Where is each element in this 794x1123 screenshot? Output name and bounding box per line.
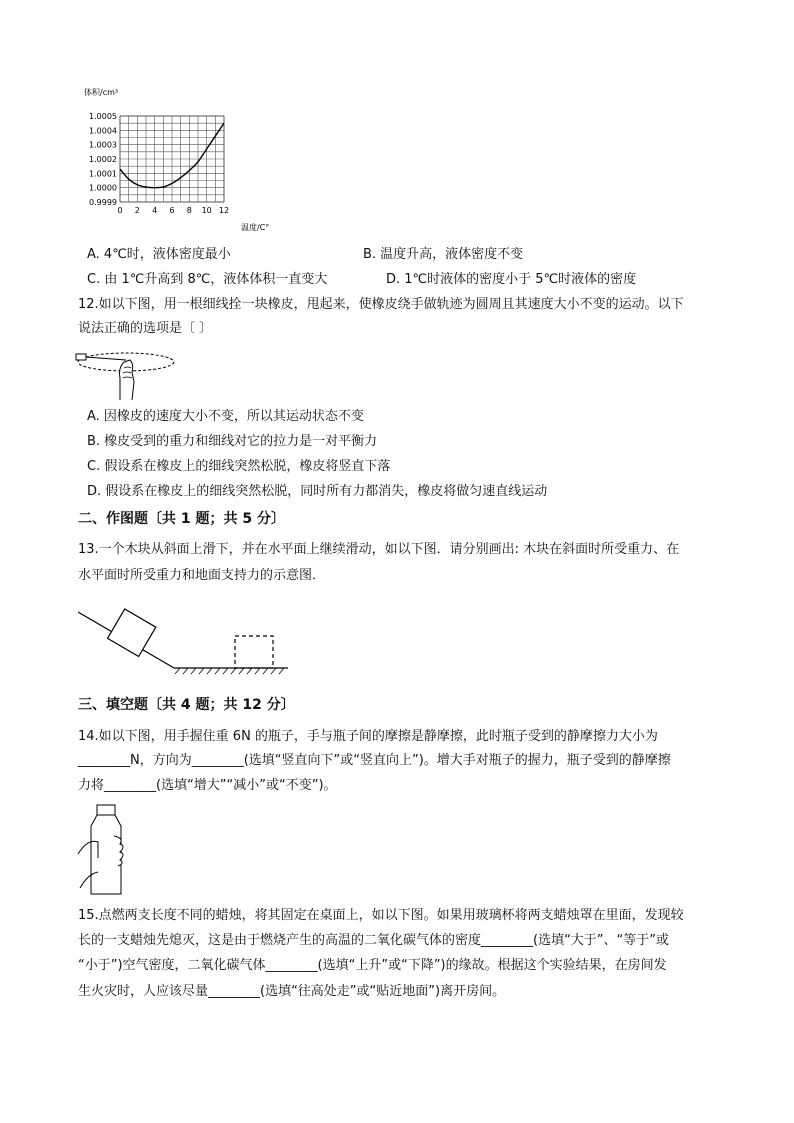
q11-option-a: A. 4℃时，液体密度最小 [87, 247, 231, 262]
chart-x-tick-label: 8 [186, 206, 192, 215]
chart-y-tick-label: 0.9999 [89, 198, 117, 207]
chart-y-tick-label: 1.0001 [89, 169, 117, 179]
chart-x-tick-label: 2 [134, 206, 140, 215]
chart-y-tick-label: 1.0000 [89, 183, 117, 193]
chart-x-label: 温度/C° [241, 223, 270, 232]
q15-stem-line2: 长的一支蜡烛先熄灭，这是由于燃烧产生的高温的二氧化碳气体的密度________(选填“大于”、“等于”或 [78, 933, 670, 948]
chart-x-ticks [117, 206, 229, 215]
q13-stem-line1: 13.一个木块从斜面上滑下，并在水平面上继续滑动，如以下图．请分别画出: 木块在斜面时所受重力、在 [78, 542, 680, 557]
q12-option-c: C. 假设系在橡皮上的细线突然松脱，橡皮将竖直下落 [87, 459, 391, 474]
q11-option-b: B. 温度升高，液体密度不变 [363, 247, 524, 262]
chart-x-tick-label: 12 [218, 206, 230, 215]
q14-stem-line1: 14.如以下图，用手握住重 6N 的瓶子，手与瓶子间的摩擦是静摩擦，此时瓶子受到的静摩擦力大小为 [78, 729, 658, 744]
chart-y-ticks [89, 112, 117, 207]
chart-x-tick-label: 4 [152, 206, 158, 215]
q12-option-a: A. 因橡皮的速度大小不变，所以其运动状态不变 [87, 409, 364, 424]
q15-stem-line4: 生火灾时，人应该尽量________(选填“往高处走”或“贴近地面”)离开房间。 [78, 984, 506, 999]
q11-option-d: D. 1℃时液体的密度小于 5℃时液体的密度 [386, 272, 637, 287]
q12-stem-line1: 12.如以下图，用一根细线拴一块橡皮，甩起来，使橡皮绕手做轨迹为圆周且其速度大小不变的运动。以下 [78, 297, 684, 312]
chart-y-tick-label: 1.0005 [89, 112, 117, 121]
chart-x-tick-label: 10 [201, 206, 212, 215]
chart-y-label: 体积/cm³ [84, 88, 119, 97]
section-fill-blank-title: 三、填空题〔共 4 题；共 12 分〕 [78, 697, 295, 713]
q11-option-c: C. 由 1℃升高到 8℃，液体体积一直变大 [87, 272, 328, 287]
hand-holding-bottle-figure [74, 802, 134, 898]
q14-stem-line2: ________N，方向为________(选填“竖直向下”或“竖直向上”)。增大手对瓶子的握力，瓶子受到的静摩擦 [78, 753, 671, 768]
section-drawing-title: 二、作图题〔共 1 题；共 5 分〕 [78, 511, 285, 527]
chart-x-tick-label: 6 [169, 206, 175, 215]
q14-stem-line3: 力将________(选填“增大”“减小”或“不变”)。 [78, 778, 337, 793]
chart-y-tick-label: 1.0003 [89, 140, 117, 150]
volume-temperature-chart [78, 84, 288, 236]
chart-grid [120, 116, 224, 202]
q13-stem-line2: 水平面时所受重力和地面支持力的示意图． [78, 568, 326, 583]
incline-block-figure [76, 596, 292, 680]
q12-stem-line2: 说法正确的选项是〔 〕 [78, 321, 213, 336]
chart-y-tick-label: 1.0002 [89, 155, 117, 164]
q15-stem-line3: “小于”)空气密度，二氧化碳气体________(选填“上升”或“下降”)的缘故。根据这个实验结果，在房间发 [78, 958, 667, 973]
chart-y-tick-label: 1.0004 [89, 126, 117, 136]
hand-swinging-eraser-figure [74, 346, 178, 402]
chart-x-tick-label: 0 [117, 206, 123, 215]
q12-option-d: D. 假设系在橡皮上的细线突然松脱，同时所有力都消失，橡皮将做匀速直线运动 [87, 484, 548, 499]
q15-stem-line1: 15.点燃两支长度不同的蜡烛，将其固定在桌面上，如以下图。如果用玻璃杯将两支蜡烛罩在里面，发现较 [78, 908, 684, 923]
q12-option-b: B. 橡皮受到的重力和细线对它的拉力是一对平衡力 [87, 434, 378, 449]
